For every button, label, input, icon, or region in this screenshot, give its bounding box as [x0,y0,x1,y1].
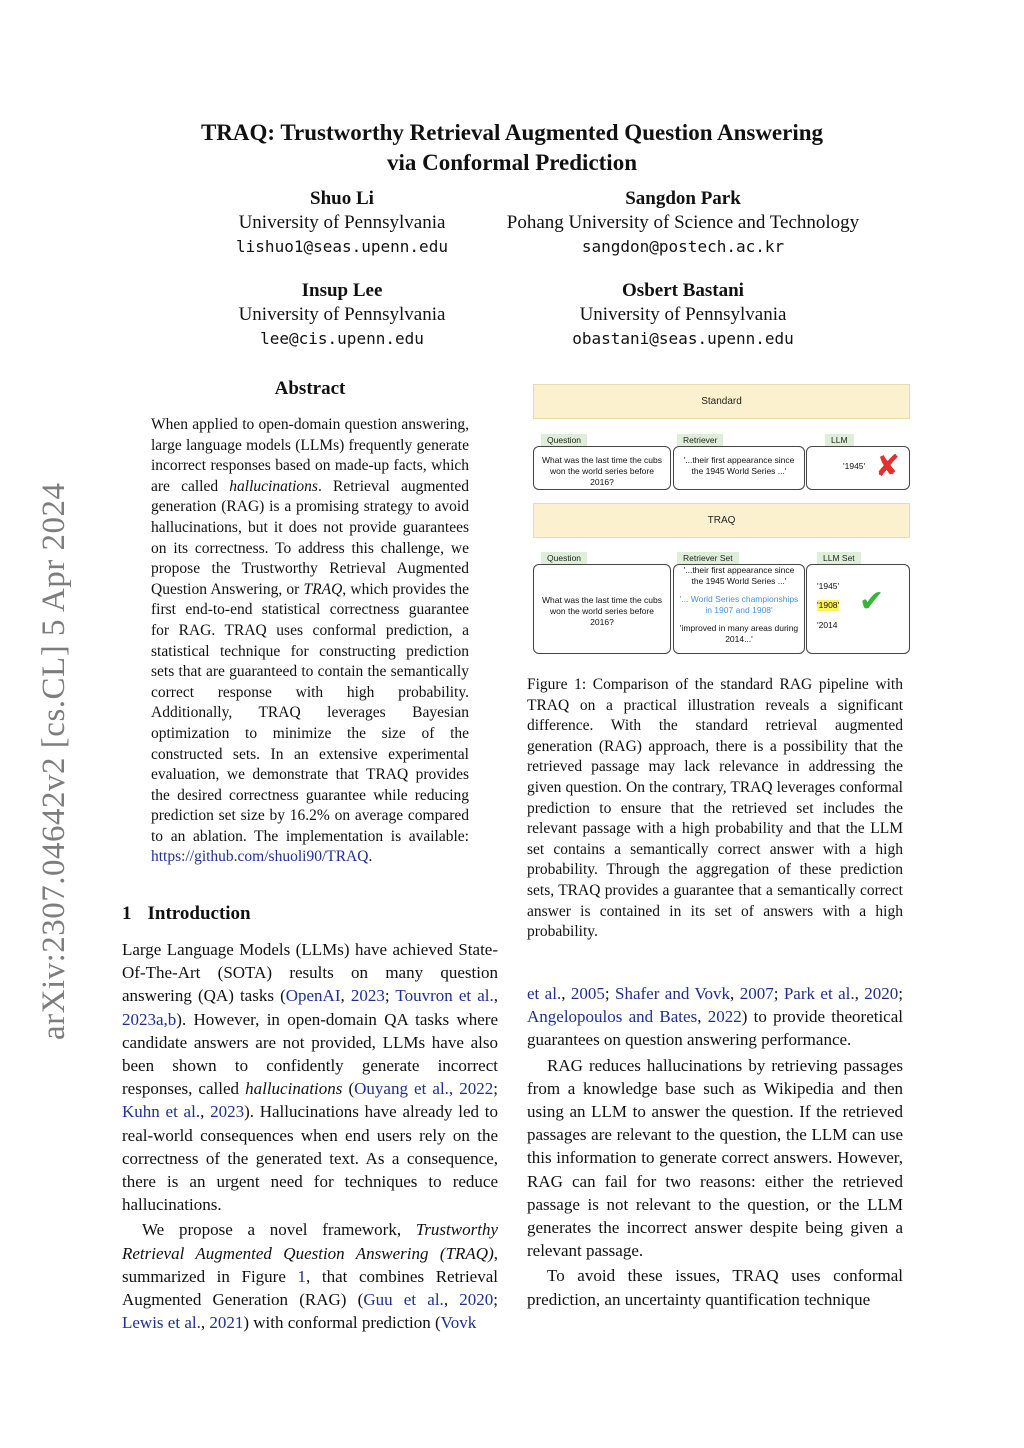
text: ; [493,1290,498,1310]
author-name: Insup Lee [301,280,383,301]
author-email[interactable]: lishuo1@seas.upenn.edu [236,237,448,256]
text: , that combines Retrieval Augmented Generation (RAG) ( [122,1266,498,1310]
text: , [200,1313,210,1333]
set-passage: 'improved in many areas during 2014...' [679,623,799,644]
citation-link[interactable]: 2021 [209,1313,244,1333]
abstract-text: . Retrieval augmented generation (RAG) is a promising strategy to avoid hallucinations, but it does not provide guarantees on its correctness. To address this challenge, we propose the Trustworthy Retrieval Augmented Question Answering, or [151,477,469,598]
author-name: Shuo Li [310,188,374,209]
question-text: What was the last time the cubs won the world series before 2016? [542,455,662,487]
question-box [533,446,671,490]
text: , [697,1007,708,1027]
author-name: Osbert Bastani [622,280,744,301]
text: , [561,984,571,1003]
citation-link[interactable]: Kuhn et al. [122,1102,201,1122]
text: ; [898,984,904,1003]
text: , [730,984,740,1003]
citation-link[interactable]: Shafer and Vovk [615,984,731,1003]
text: , [854,984,865,1003]
llm-box [806,446,910,490]
author-affiliation: University of Pennsylvania [238,304,446,325]
citation-link[interactable]: Touvron et al. [395,986,494,1006]
author-affiliation: Pohang University of Science and Technology [506,212,860,233]
set-answer: '2014 [817,620,838,630]
text: , [443,1290,460,1310]
text: ) to provide theoretical guarantees on question answering performance. [527,1007,903,1050]
retriever-set-tag: Retriever Set [677,552,739,564]
text: ; [773,984,784,1003]
intro-right-column [527,982,903,1311]
question-tag: Question [541,552,587,564]
citation-link[interactable]: 2005 [570,984,605,1003]
intro-left-column [122,938,498,1334]
author-affiliation: University of Pennsylvania [238,212,446,233]
text: , summarized in Figure [122,1243,498,1286]
text: ). However, in open-domain QA tasks where candidate answers are not provided, LLMs have also been shown to confidently generate incorrect responses, called [122,1009,498,1099]
figure-caption: Figure 1: Comparison of the standard RAG pipeline with TRAQ on a practical illustration reveals a significant difference. With the standard retrieval augmented generation (RAG) approach, there is a possibility that the retrieved passage may lack relevance in addressing the given question. On the contrary, TRAQ leverages conformal prediction to ensure that the retrieved set includes the relevant passage with a high probability and that the LLM set contains a semantically correct answer with a high probability. Through the aggregation of these prediction sets, TRAQ provides a guarantee that a semantically correct answer is contained in its set of answers with a high probability. [527,676,903,941]
abstract-italic: TRAQ [303,580,343,598]
set-answer: '1945' [817,581,840,591]
author-block [212,187,472,259]
text: Large Language Models (LLMs) have achieved State-Of-The-Art (SOTA) results on many question answering (QA) tasks ( [122,940,498,1006]
check-icon: ✔ [859,585,885,618]
code-link[interactable]: https://github.com/shuoli90/TRAQ [151,848,369,866]
retriever-set-box [673,564,805,654]
abstract-text: When applied to open-domain question answering, large language models (LLMs) frequently generate incorrect responses based on made-up facts, which are called [151,416,469,495]
traq-banner: TRAQ [533,503,910,538]
text: ; [493,1079,498,1099]
italic-text: hallucinations [245,1079,343,1099]
text: , [340,986,351,1006]
abstract-text: . [368,848,373,866]
citation-link[interactable]: 2007 [739,984,774,1003]
author-block [533,279,833,351]
set-passage: '...their first appearance since the 1945 World Series ...' [683,565,795,586]
abstract-italic: hallucinations [229,477,318,495]
retriever-box [673,446,805,490]
text: ; [604,984,616,1003]
title-line-2: via Conformal Prediction [387,150,637,175]
question-box [533,564,671,654]
citation-link[interactable]: Guu et al. [363,1290,444,1310]
llm-set-box [806,564,910,654]
citation-link[interactable]: Vovk [440,1313,477,1333]
text: ). Hallucinations have already led to real-world consequences when end users rely on the correctness of the generated text. As a consequence, there is an urgent need for techniques to reduce hallucinations. [122,1102,498,1215]
figure-ref-link[interactable]: 1 [297,1266,306,1286]
abstract-text: , which provides the first end-to-end statistical correctness guarantee for RAG. TRAQ uses conformal prediction, a statistical technique for constructing prediction sets that are guaranteed to contain the semantically correct response with high probability. Additionally, TRAQ leverages Bayesian optimization to minimize the size of the constructed sets. In an extensive experimental evaluation, we demonstrate that TRAQ provides the desired correctness guarantee while reducing prediction set size by 16.2% on average compared to an ablation. The implementation is available: [151,580,469,845]
paragraph: RAG reduces hallucinations by retrieving passages from a knowledge base such as Wikipedia and then using an LLM to answer the question. If the retrieved passages are relevant to the question, the LLM can use this information to generate correct answers. However, RAG can fail for two reasons: either the retrieved passage is not relevant to the question, or the LLM generates the incorrect answer despite being given a relevant passage. [527,1055,903,1261]
set-passage-relevant: '... World Series championships in 1907 and 1908' [679,594,799,615]
text: ( [342,1079,355,1099]
paragraph: To avoid these issues, TRAQ uses conformal prediction, an uncertainty quantification technique [527,1266,903,1309]
title-line-1: TRAQ: Trustworthy Retrieval Augmented Question Answering [200,120,824,145]
citation-link[interactable]: OpenAI [285,986,341,1006]
paragraph [122,938,498,1216]
paper-title [0,118,1024,178]
author-block [212,279,472,351]
section-heading [122,903,251,925]
text: , [200,1102,211,1122]
set-answer-correct: '1908' [817,600,840,610]
citation-link[interactable]: Lewis et al. [122,1313,201,1333]
cross-icon: ✘ [875,450,901,483]
citation-link[interactable]: Park et al. [783,984,855,1003]
section-number: 1 [122,903,132,924]
question-tag: Question [541,434,587,446]
author-affiliation: University of Pennsylvania [579,304,787,325]
citation-link[interactable]: 2022 [707,1007,742,1027]
standard-banner: Standard [533,384,910,419]
citation-link[interactable]: 2020 [459,1290,494,1310]
text: ) with conformal prediction ( [243,1313,441,1333]
paragraph [122,1218,498,1334]
author-block [478,187,888,259]
author-email[interactable]: sangdon@postech.ac.kr [581,237,785,256]
author-name: Sangdon Park [625,188,741,209]
section-title: Introduction [147,903,251,924]
citation-link[interactable]: Ouyang et al., 2022 [354,1079,494,1099]
author-email[interactable]: lee@cis.upenn.edu [260,329,424,348]
citation-link[interactable]: 2023 [210,1102,245,1122]
citation-link[interactable]: Angelopoulos and Bates [527,1007,698,1027]
retriever-tag: Retriever [677,434,723,446]
citation-link[interactable]: 2023 [350,986,385,1006]
llm-set-tag: LLM Set [817,552,861,564]
citation-link[interactable]: 2023a,b [122,1009,177,1029]
citation-link[interactable]: et al. [527,984,562,1003]
text: We propose a novel framework, [142,1220,416,1240]
abstract-body [151,415,469,868]
citation-link[interactable]: 2020 [864,984,899,1003]
arxiv-identifier: arXiv:2307.04642v2 [cs.CL] 5 Apr 2024 [36,482,72,1040]
question-text: What was the last time the cubs won the world series before 2016? [542,595,662,627]
llm-answer: '1945' [843,461,866,471]
paragraph [527,982,903,1052]
italic-text: Trustworthy Retrieval Augmented Question Answering (TRAQ) [122,1220,498,1263]
text: ; [384,986,396,1006]
author-email[interactable]: obastani@seas.upenn.edu [572,329,794,348]
text: , [493,986,499,1006]
abstract-heading: Abstract [274,378,346,399]
llm-tag: LLM [825,434,854,446]
retrieved-passage: '...their first appearance since the 1945 World Series ...' [683,455,795,476]
figure-1 [527,384,911,659]
